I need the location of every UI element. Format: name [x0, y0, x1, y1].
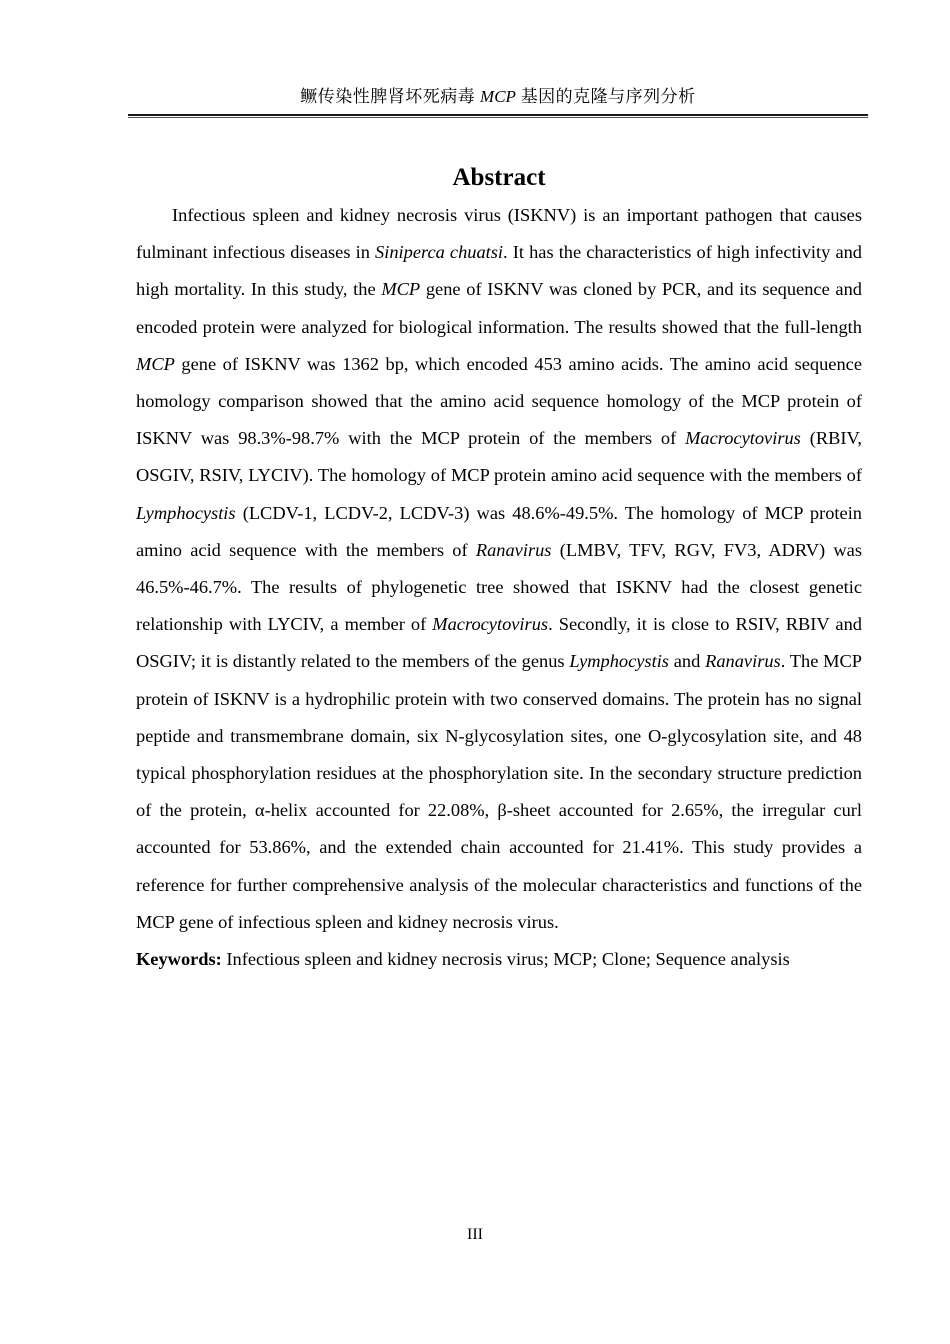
- abstract-italic-term: Ranavirus: [705, 651, 781, 672]
- page-number: III: [467, 1226, 483, 1243]
- abstract-text-run: . Secondly, it is close to RSIV, RBIV and OSGIV; it is distantly related to the members of the genus: [136, 614, 862, 672]
- abstract-italic-term: Macrocytovirus: [432, 614, 549, 635]
- abstract-text-run: and: [668, 651, 706, 672]
- running-header-title: [128, 84, 868, 110]
- running-header-text-before: 鳜传染性脾肾坏死病毒: [300, 87, 481, 106]
- abstract-text-run: gene of ISKNV was 1362 bp, which encoded 453 amino acids. The amino acid sequence homology comparison showed that the amino acid sequence homology of the MCP protein of ISKNV was 98.3%-98.7% with the MCP protein of the members of: [136, 353, 862, 449]
- abstract-italic-term: Macrocytovirus: [685, 428, 801, 449]
- abstract-body: [136, 197, 862, 978]
- keywords-value: Infectious spleen and kidney necrosis virus; MCP; Clone; Sequence analysis: [221, 949, 790, 970]
- keywords-label: Keywords:: [136, 949, 222, 970]
- abstract-italic-term: Lymphocystis: [569, 651, 669, 672]
- running-header-gene-name: MCP: [480, 87, 516, 106]
- header-divider-rule: [128, 114, 868, 118]
- abstract-italic-term: Siniperca chuatsi: [375, 242, 504, 263]
- abstract-text-run: . The MCP protein of ISKNV is a hydrophilic protein with two conserved domains. The protein has no signal peptide and transmembrane domain, six N-glycosylation sites, one O-glycosylation site, and 48 typical phosphorylation residues at the phosphorylation site. In the secondary structure prediction of the protein, α-helix accounted for 22.08%, β-sheet accounted for 2.65%, the irregular curl accounted for 53.86%, and the extended chain accounted for 21.41%. This study provides a reference for further comprehensive analysis of the molecular characteristics and functions of the MCP gene of infectious spleen and kidney necrosis virus.: [136, 651, 863, 932]
- page-title: Abstract: [452, 163, 546, 191]
- abstract-italic-term: Lymphocystis: [136, 502, 236, 523]
- abstract-text-run: . It has the characteristics of high infectivity and high mortality. In this study, the: [136, 242, 862, 300]
- abstract-italic-term: MCP: [381, 279, 421, 300]
- keywords-line: [136, 941, 862, 978]
- abstract-text-run: (LMBV, TFV, RGV, FV3, ADRV) was 46.5%-46.7%. The results of phylogenetic tree showed that ISKNV had the closest genetic relationship with LYCIV, a member of: [136, 539, 862, 635]
- abstract-text-run: (LCDV-1, LCDV-2, LCDV-3) was 48.6%-49.5%. The homology of MCP protein amino acid sequence with the members of: [136, 502, 862, 560]
- abstract-text-run: (RBIV, OSGIV, RSIV, LYCIV). The homology of MCP protein amino acid sequence with the members of: [136, 428, 862, 486]
- abstract-italic-term: MCP: [136, 353, 175, 374]
- abstract-text-run: gene of ISKNV was cloned by PCR, and its sequence and encoded protein were analyzed for biological information. The results showed that the full-length: [136, 279, 862, 337]
- running-header-text-after: 基因的克隆与序列分析: [515, 87, 696, 106]
- abstract-paragraph: [136, 197, 862, 941]
- abstract-text-run: Infectious spleen and kidney necrosis virus (ISKNV) is an important pathogen that causes fulminant infectious diseases in: [136, 205, 862, 263]
- running-header: [128, 84, 868, 118]
- abstract-italic-term: Ranavirus: [475, 539, 552, 560]
